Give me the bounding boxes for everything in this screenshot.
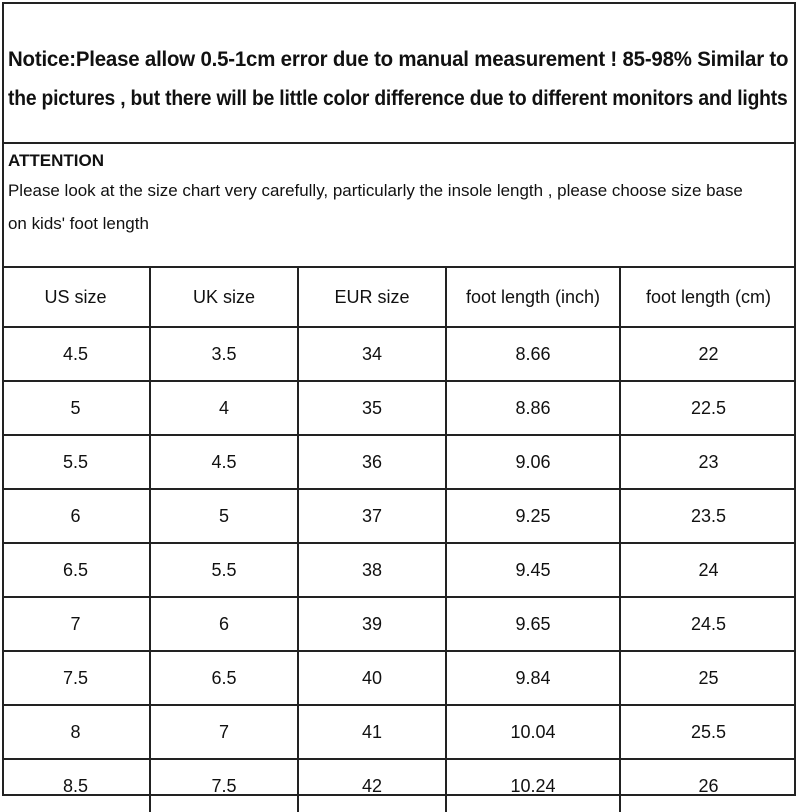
table-row [2,651,796,705]
eur-size-cell: 41 [298,705,446,759]
notice-box [2,2,796,144]
uk-size-cell: 3.5 [150,327,298,381]
table-row [2,543,796,597]
eur-size-cell: 39 [298,597,446,651]
table-row [2,597,796,651]
table-row [2,327,796,381]
eur-size-cell: 34 [298,327,446,381]
table-row [2,489,796,543]
eur-size-cell: 37 [298,489,446,543]
table-row [2,435,796,489]
uk-size-cell: 7.5 [150,759,298,812]
table-row [2,705,796,759]
foot-length-inch-cell: 9.45 [446,543,620,597]
foot-length-cm-cell: 24 [620,543,796,597]
foot-length-cm-cell: 25.5 [620,705,796,759]
eur-size-cell: 36 [298,435,446,489]
attention-line-1: Please look at the size chart very carefully, particularly the insole length , please choose size base [8,181,743,200]
foot-length-inch-cell: 9.65 [446,597,620,651]
uk-size-cell: 5 [150,489,298,543]
table-row [2,759,796,812]
eur-size-cell: 38 [298,543,446,597]
notice-line-1: Notice:Please allow 0.5-1cm error due to manual measurement ! 85-98% Similar to [8,48,789,71]
header-us-size: US size [2,268,150,327]
us-size-cell: 7 [2,597,150,651]
us-size-cell: 8 [2,705,150,759]
uk-size-cell: 6.5 [150,651,298,705]
header-eur-size: EUR size [298,268,446,327]
us-size-cell: 5.5 [2,435,150,489]
foot-length-inch-cell: 8.86 [446,381,620,435]
foot-length-cm-cell: 22.5 [620,381,796,435]
attention-box [2,144,796,268]
us-size-cell: 6.5 [2,543,150,597]
foot-length-inch-cell: 9.84 [446,651,620,705]
us-size-cell: 6 [2,489,150,543]
uk-size-cell: 4.5 [150,435,298,489]
eur-size-cell: 40 [298,651,446,705]
foot-length-inch-cell: 10.04 [446,705,620,759]
foot-length-cm-cell: 24.5 [620,597,796,651]
attention-line-2: on kids' foot length [8,214,149,233]
foot-length-cm-cell: 23.5 [620,489,796,543]
notice-line-2: the pictures , but there will be little color difference due to different monitors and lights [8,87,788,110]
header-foot-length-inch: foot length (inch) [446,268,620,327]
uk-size-cell: 5.5 [150,543,298,597]
us-size-cell: 7.5 [2,651,150,705]
attention-text [8,174,790,240]
foot-length-cm-cell: 22 [620,327,796,381]
foot-length-inch-cell: 8.66 [446,327,620,381]
eur-size-cell: 42 [298,759,446,812]
header-foot-length-cm: foot length (cm) [620,268,796,327]
foot-length-cm-cell: 25 [620,651,796,705]
table-row [2,381,796,435]
uk-size-cell: 7 [150,705,298,759]
size-table [2,268,796,812]
foot-length-inch-cell: 9.25 [446,489,620,543]
size-table-header-row [2,268,796,327]
uk-size-cell: 4 [150,381,298,435]
us-size-cell: 8.5 [2,759,150,812]
eur-size-cell: 35 [298,381,446,435]
us-size-cell: 4.5 [2,327,150,381]
uk-size-cell: 6 [150,597,298,651]
attention-title: ATTENTION [8,151,105,170]
foot-length-cm-cell: 23 [620,435,796,489]
header-uk-size: UK size [150,268,298,327]
foot-length-inch-cell: 9.06 [446,435,620,489]
foot-length-cm-cell: 26 [620,759,796,812]
foot-length-inch-cell: 10.24 [446,759,620,812]
us-size-cell: 5 [2,381,150,435]
